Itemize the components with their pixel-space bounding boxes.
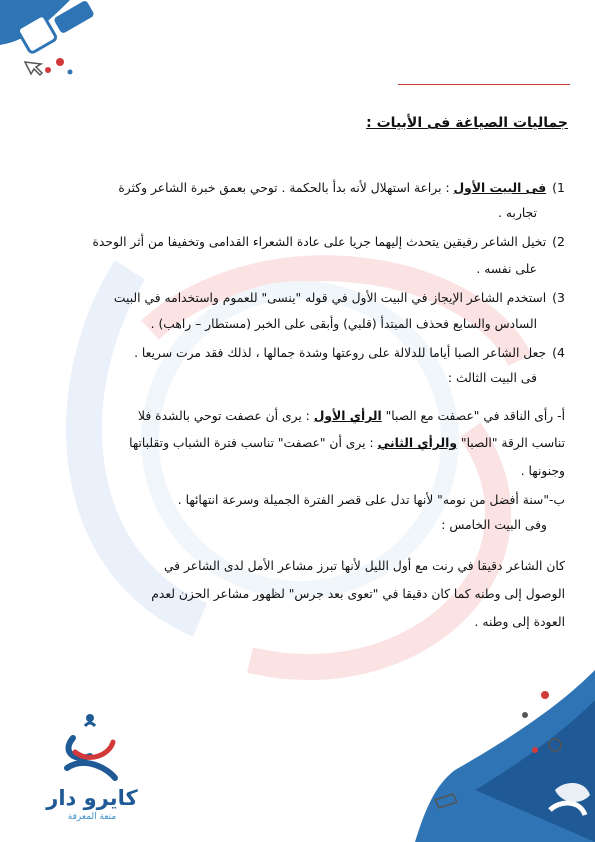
list-item-4-cont: فى البيت الثالث : (447, 371, 537, 385)
section-heading: جماليات الصياغة فى الأبيات : (366, 115, 568, 131)
opinion-b: ب-"سنة أفضل من نومه" لأنها تدل على قصر الفترة الجميلة وسرعة انتهائها . (177, 493, 565, 507)
list-item-1: 1)فى البيت الأول : براعة استهلال لأنه بدأ بالحكمة . توحي بعمق خبرة الشاعر وكثرة (118, 180, 565, 195)
list-item-2: 2)تخيل الشاعر رفيقين يتحدث إليهما جريا على عادة الشعراء القدامى وتخفيفا من أثر الوحدة (92, 234, 565, 249)
brand-name: كايرو دار (46, 786, 138, 810)
fifth-verse-line-3: العودة إلى وطنه . (474, 615, 565, 629)
brand-logo-icon (55, 712, 125, 784)
opinion-a-3: وجنونها . (520, 464, 565, 478)
bottom-decoration (415, 660, 595, 842)
list-item-3-cont: السادس والسابع فحذف المبتدأ (قلبي) وأبقى على الخبر (مستطار – راهب) . (150, 317, 537, 331)
opinion-a: أ- رأى الناقد في "عصفت مع الصبا" الرأي الأول : يرى أن عصفت توحي بالشدة فلا (138, 409, 565, 423)
fifth-verse-title: وفى البيت الخامس : (441, 518, 547, 532)
top-decoration (0, 0, 130, 90)
list-item-2-cont: على نفسه . (476, 262, 537, 276)
list-item-1-cont: تجاربه . (498, 206, 537, 220)
brand-tagline: متعة المعرفة (67, 812, 117, 822)
opinion-a-2: تناسب الرقة "الصبا" والرأي الثاني : يرى أن "عصفت" تناسب فترة الشباب وتقلباتها (129, 436, 565, 450)
fifth-verse-line-2: الوصول إلى وطنه كما كان دقيقا في "تعوى بعد جرس" لظهور مشاعر الحزن لعدم (151, 587, 565, 601)
header-divider (398, 84, 570, 85)
list-item-3: 3)استخدم الشاعر الإيجاز في البيت الأول في قوله "ينسى" للعموم واستخدامه في البيت (113, 290, 565, 305)
list-item-4: 4)جعل الشاعر الصبا أياما للدلالة على روعتها وشدة جمالها ، لذلك فقد مرت سريعا . (134, 345, 565, 360)
fifth-verse-line-1: كان الشاعر دقيقا في رنت مع أول الليل لأنها تبرز مشاعر الأمل لدى الشاعر في (163, 559, 565, 573)
